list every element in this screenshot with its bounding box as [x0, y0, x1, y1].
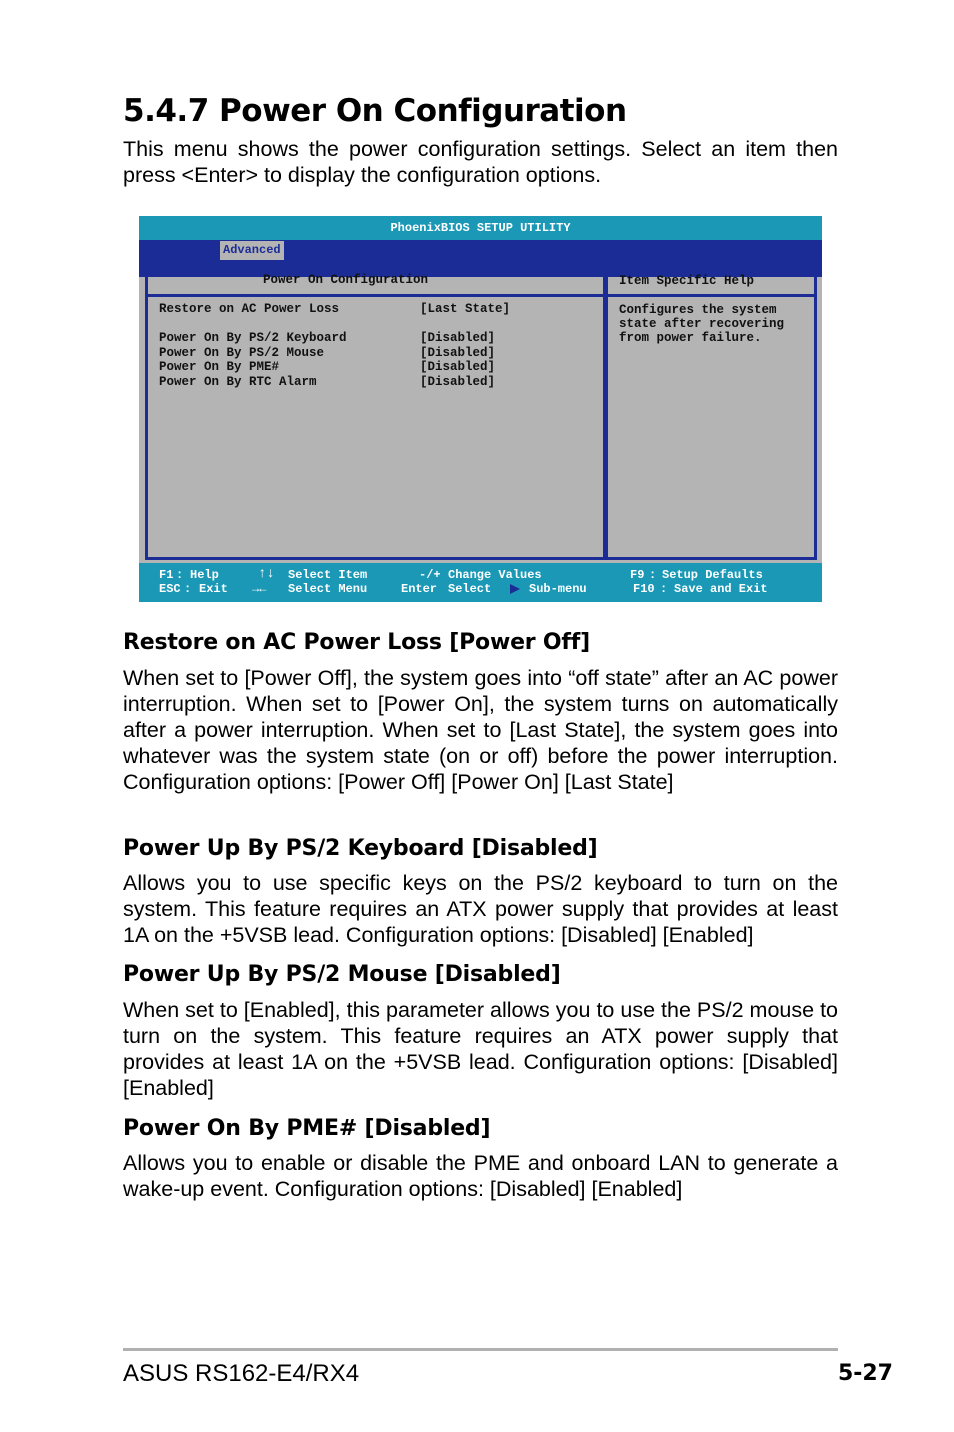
footer-divider: [123, 1348, 838, 1351]
bios-item-value: [Disabled]: [420, 374, 496, 389]
bios-settings-panel: [145, 263, 606, 560]
key-submenu-action: Sub-menu: [529, 582, 587, 596]
bios-item-value: [Disabled]: [420, 345, 496, 360]
key-f1-action: Help: [190, 568, 219, 582]
key-enter: Enter: [401, 582, 438, 596]
key-enter-action: Select: [448, 582, 492, 596]
key-f10-action: Save and Exit: [674, 582, 768, 596]
bios-item-label: Power On By PME#: [159, 360, 280, 374]
section-heading: 5.4.7 Power On Configuration: [123, 93, 627, 129]
bios-item-value: [Disabled]: [420, 331, 496, 345]
page-number: 5-27: [837, 1361, 893, 1386]
section-body: When set to [Enabled], this parameter allows you to use the PS/2 mouse to turn on the system. This feature requires an ATX power supply that provides at least 1A on the +5VSB lead. Configuration options: [Disabled] [Enabled]: [123, 998, 838, 1100]
key-f10: F10: [633, 582, 655, 596]
bios-panel-header: [148, 266, 603, 297]
bios-key-legend: [139, 563, 822, 602]
bios-help-line: from power failure.: [619, 331, 762, 345]
intro-paragraph: This menu shows the power configuration settings. Select an item then press <Enter> to display the configuration options.: [123, 137, 838, 187]
section-body: Allows you to use specific keys on the PS/2 keyboard to turn on the system. This feature requires an ATX power supply that provides at least 1A on the +5VSB lead. Configuration options: [Disabled] [Enabled]: [123, 871, 838, 947]
key-leftright-action: Select Menu: [288, 582, 368, 596]
key-separator: :: [184, 582, 192, 596]
bios-help-panel: [605, 263, 817, 560]
key-esc: ESC: [159, 582, 181, 596]
key-change-action: Change Values: [448, 568, 542, 582]
bios-item-label: Restore on AC Power Loss: [159, 302, 340, 316]
bios-item-label: Power On By PS/2 Keyboard: [159, 331, 347, 345]
key-separator: :: [660, 582, 668, 596]
section-title: Power Up By PS/2 Mouse [Disabled]: [123, 962, 561, 987]
tab-advanced[interactable]: Advanced: [220, 241, 284, 260]
key-esc-action: Exit: [199, 582, 228, 596]
bios-panel-title: Power On Configuration: [263, 273, 429, 287]
key-f9: F9: [630, 568, 645, 582]
bios-item-label: Power On By RTC Alarm: [159, 374, 317, 389]
bios-help-header: [608, 266, 814, 297]
key-f9-action: Setup Defaults: [662, 568, 763, 582]
footer-product: ASUS RS162-E4/RX4: [123, 1360, 360, 1387]
key-f1: F1: [159, 568, 174, 582]
bios-item-value: [Disabled]: [420, 360, 496, 374]
key-updown-action: Select Item: [288, 568, 368, 582]
bios-item-value: [Last State]: [420, 302, 511, 316]
key-separator: :: [649, 568, 657, 582]
section-title: Restore on AC Power Loss [Power Off]: [123, 630, 591, 655]
up-down-arrows-icon: ↑↓: [258, 566, 275, 582]
bios-help-title: Item Specific Help: [619, 274, 755, 288]
bios-help-line: Configures the system: [619, 303, 777, 317]
bios-title-bar: PhoenixBIOS SETUP UTILITY: [139, 216, 822, 240]
bios-help-line: state after recovering: [619, 317, 785, 331]
section-body: When set to [Power Off], the system goes into “off state” after an AC power interruption. When set to [Power On], the system turns on automatically after a power interruption. When set to [Last State], the system goes into whatever was the system state (on or off) before the power interruption. Configuration options: [Power Off] [Power On] [Last State]: [123, 666, 838, 794]
section-title: Power Up By PS/2 Keyboard [Disabled]: [123, 836, 598, 861]
key-change: -/+: [419, 568, 441, 582]
left-right-arrows-icon: →←: [252, 582, 267, 596]
section-title: Power On By PME# [Disabled]: [123, 1116, 491, 1141]
section-body: Allows you to enable or disable the PME and onboard LAN to generate a wake-up event. Configuration options: [Disabled] [Enabled]: [123, 1151, 838, 1201]
bios-screen: [139, 216, 822, 602]
submenu-arrow-icon: [510, 584, 520, 594]
key-separator: :: [176, 568, 184, 582]
bios-item-label: Power On By PS/2 Mouse: [159, 345, 325, 360]
